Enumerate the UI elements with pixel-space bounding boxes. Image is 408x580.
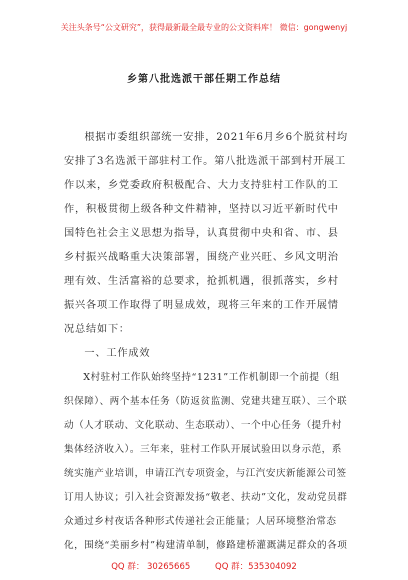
document-body [64,126,349,558]
document-title: 乡第八批选派干部任期工作总结 [127,74,281,85]
qq-group-2: QQ 群：535304092 [215,562,297,572]
footer-contacts [0,560,408,572]
results-paragraph: X村驻村工作队始终坚持“1231”工作机制即一个前提（组织保障）、两个基本任务（防返贫监测、党建共建互联）、三个联动（人才联动、文化联动、生态联动）、一个中心任务（提升村集体经济收入）。三年来，驻村工作队开展试验田以身示范，系统实施产业培训，申请江汽专项资金，与江汽安庆新能源公司签订用人协议；引入社会资源发扬“敬老、扶动”文化，发动党员群众通过乡村夜话各种形式传递社会正能量；人居环境整治常态化，围绕“美丽乡村”构建清单制，修路建桥灌溉满足群众的各项 [64,372,348,551]
intro-paragraph: 根据市委组织部统一安排，2021年6月乡6个脱贫村均安排了3名选派干部驻村工作。第八批选派干部到村开展工作以来，乡党委政府积极配合、大力支持驻村工作队的工作，积极贯彻上级各种文件精神，坚持以习近平新时代中国特色社会主义思想为指导，认真贯彻中央和省、市、县乡村振兴战略重大决策部署，围绕产业兴旺、乡风文明治理有效、生活富裕的总要求，抢抓机遇，很抓落实，乡村振兴各项工作取得了明显成效，现将三年来的工作开展情况总结如下： [64,132,348,335]
promo-banner: 关注头条号“公文研究”，获得最新最全最专业的公文资料库！ 微信：gongwenyj [60,23,348,32]
section-heading: 一、工作成效 [84,348,151,359]
qq-group-1: QQ 群： 30265665 [111,562,191,572]
